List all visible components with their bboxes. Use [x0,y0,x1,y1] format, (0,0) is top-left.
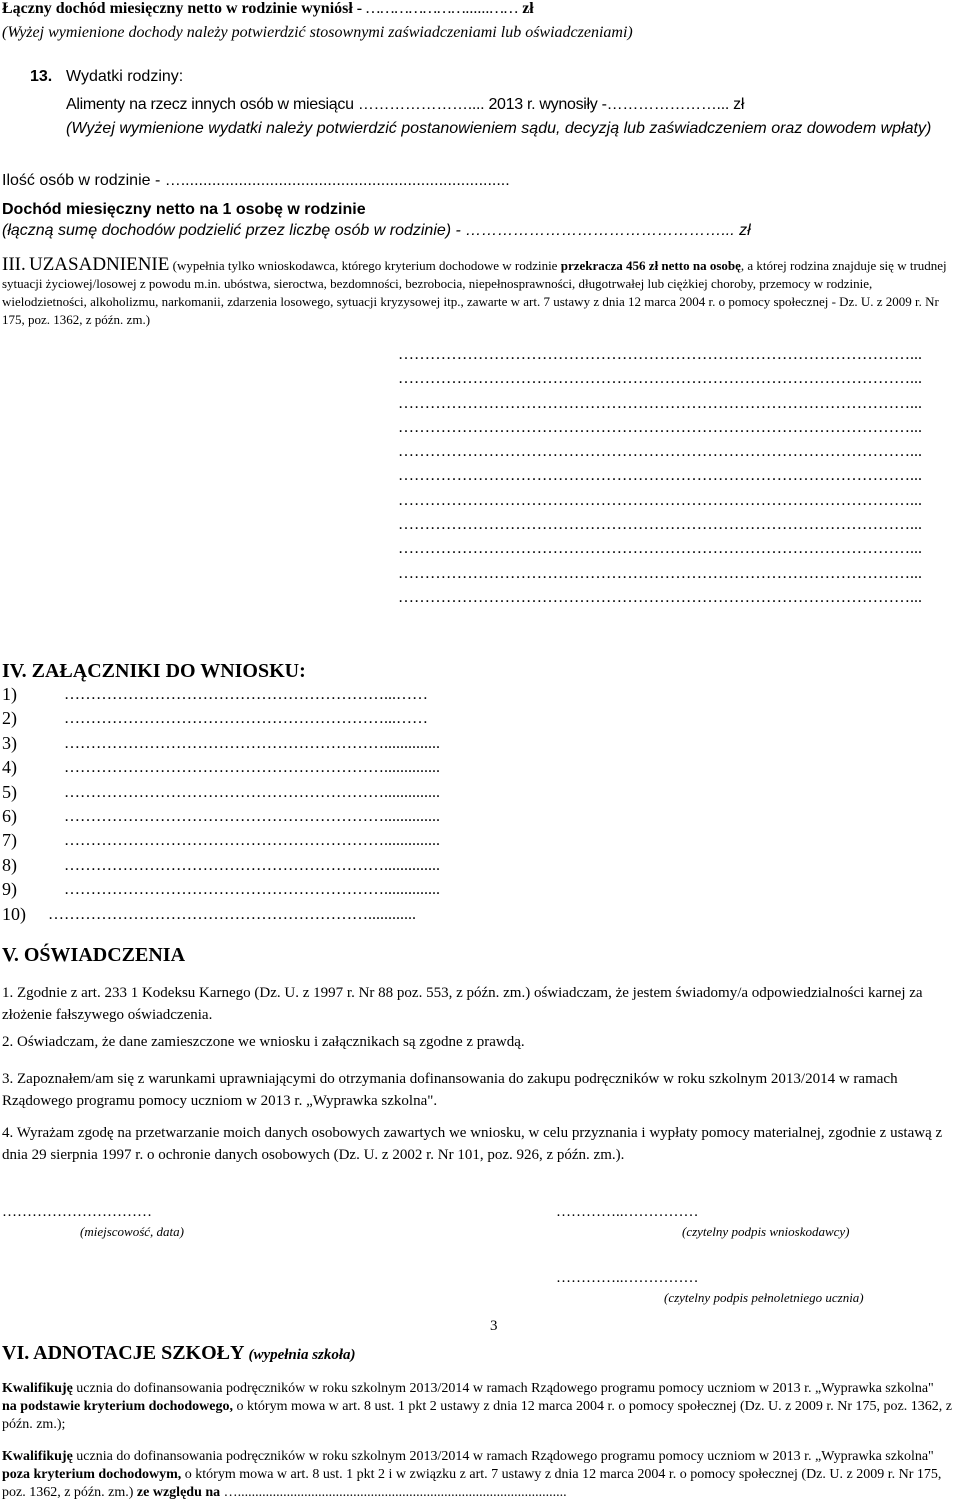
statement-2: 2. Oświadczam, że dane zamieszczone we wniosku i załącznikach są zgodne z prawdą. [2,1034,525,1050]
justification-line[interactable]: ……………………………………………………………………………………... [398,346,922,363]
justification-line[interactable]: ……………………………………………………………………………………... [398,394,922,412]
income-total-label: Łączny dochód miesięczny netto w rodzinie wyniósł - [2,0,367,17]
income-per-person-note: (łączną sumę dochodów podzielić przez liczbę osób w rodzinie) - …………………………………………... zł [2,222,751,239]
justification-line[interactable]: ……………………………………………………………………………………... [398,467,922,485]
expenses-note: (Wyżej wymienione wydatki należy potwierdzić postanowieniem sądu, decyzją lub zaświadczeniem oraz dowodem wpłaty) [66,120,932,137]
statement-4: 4. Wyrażam zgodę na przetwarzanie moich danych osobowych zawartych we wniosku, w celu przyznania i wypłaty pomocy materialnej, zgodnie z ustawą z dnia 29 sierpnia 1997 r. o ochronie danych osobowych (Dz. U. z 2002 r. Nr 101, poz. 926, z późn. zm.). [2,1125,943,1163]
section3-intro-b: , a której rodzina znajduje się w trudnej sytuacji życiowej/losowej z powodu m.in. ubóstwa, sieroctwa, bezdomności, bezrobocia, niepełnosprawności, długotrwałej lub ciężkiej choroby, przemocy w rodzinie, wielodzietności, alkoholizmu, narkomanii, zdarzenia losowego, sytuacji kryzysowej itp., zawarte w art. 7 ustawy z dnia 12 marca 2004 r. o pomocy społecznej - Dz. U. z 2009 r. Nr 175, poz. 1362, z późn. zm.) [2,258,947,327]
expenses-title: Wydatki rodziny: [66,68,184,85]
student-signature-field[interactable]: …………..…………… [556,1270,699,1286]
section3-title: UZASADNIENIE [28,254,170,275]
school-annotation-2: Kwalifikuję uczni​a do dofinansowania podręczników w roku szkolnym 2013/2014 w ramach Rządowego programu pomocy uczniom w 2013 r. „Wyprawka szkolna" poza kryterium dochodowym, o którym mowa w art. 8 ust. 1 pkt 2 i w związku z art. 7 ustawy z dnia 12 marca 2004 r. o pomocy społecznej (Dz. U. z 2009 r. Nr 175, poz. 1362, z późn. zm.) ze względu na ….............................................................................................. [2,1449,942,1500]
justification-line[interactable]: ……………………………………………………………………………………... [398,491,922,509]
section6-title-note: (wypełnia szkoła) [248,1347,356,1363]
attachment-item: 1) ……………………………………………………...…… [2,684,428,704]
page-number: 3 [490,1318,498,1334]
attachment-field[interactable]: ……………………………………………………............ [48,905,416,923]
section4-title: IV. ZAŁĄCZNIKI DO WNIOSKU: [2,660,306,682]
attachment-field[interactable]: ……………………………………………………...…… [64,686,428,703]
attachment-item: 2) ……………………………………………………...…… [2,708,428,729]
expenses-number: 13. [30,68,53,85]
attachment-field[interactable]: ……………………………………………………...…… [64,710,428,728]
income-total-unit: zł [522,0,534,17]
section5-title: V. OŚWIADCZENIA [2,944,186,966]
section3-intro-a: (wypełnia tylko wnioskodawca, którego kryterium dochodowe w rodzinie [172,258,561,273]
attachment-field[interactable]: …………………………………………………….............. [64,856,440,874]
attachment-item: 8) …………………………………………………….............. [2,854,440,875]
justification-line[interactable]: ……………………………………………………………………………………... [398,418,922,436]
income-total-note: (Wyżej wymienione dochody należy potwierdzić stosownymi zaświadczeniami lub oświadczeniami) [2,24,633,41]
attachment-item: 4) …………………………………………………….............. [2,757,440,778]
section3-intro [2,256,958,329]
justification-line[interactable]: ……………………………………………………………………………………... [398,516,922,534]
attachment-field[interactable]: …………………………………………………….............. [64,759,440,777]
justification-line[interactable]: ……………………………………………………………………………………... [398,370,922,388]
section3-intro-bold: przekracza 456 zł netto na osobę [560,258,741,273]
income-per-person-title: Dochód miesięczny netto na 1 osobę w rodzinie [2,201,366,218]
statement-1: 1. Zgodnie z art. 233 1 Kodeksu Karnego (Dz. U. z 1997 r. Nr 88 poz. 553, z późn. zm.) oświadczam, że jestem świadomy/a odpowiedzialności karnej za złożenie fałszywego oświadczenia. [2,985,923,1023]
household-persons-line: Ilość osób w rodzinie - ….......................................................................... [2,172,510,189]
justification-line[interactable]: ……………………………………………………………………………………... [398,540,922,558]
justification-line[interactable]: ……………………………………………………………………………………... [398,443,922,461]
statement-3: 3. Zapoznałem/am się z warunkami uprawniającymi do otrzymania dofinansowania do zakupu podręczników w roku szkolnym 2013/2014 w ramach Rządowego programu pomocy uczniom w 2013 r. „Wyprawka szkolna". [2,1071,898,1109]
applicant-signature-field[interactable]: …………..…………… [556,1204,699,1220]
attachment-item: 3) …………………………………………………….............. [2,732,440,753]
justification-line[interactable]: ……………………………………………………………………………………... [398,564,922,582]
place-date-label: (miejscowość, data) [80,1224,184,1239]
justification-line[interactable]: ……………………………………………………………………………………... [398,588,922,606]
school-annotation-1: Kwalifikuję uczni​a do dofinansowania podręczników w roku szkolnym 2013/2014 w ramach Rządowego programu pomocy uczniom w 2013 r. „Wyprawka szkolna" na podstawie kryterium dochodowego, o którym mowa w art. 8 ust. 1 pkt 2 ustawy z dnia 12 marca 2004 r. o pomocy społecznej (Dz. U. z 2009 r. Nr 175, poz. 1362, z późn. zm.); [2,1381,952,1432]
income-total-line [2,0,534,18]
place-date-field[interactable]: ………………………… [2,1204,152,1220]
section6-title-line [2,1342,356,1365]
attachment-item: 10) ……………………………………………………............ [2,903,416,924]
attachment-item: 9) …………………………………………………….............. [2,879,440,900]
applicant-signature-label: (czytelny podpis wnioskodawcy) [682,1224,850,1239]
alimony-line: Alimenty na rzecz innych osób w miesiącu ………………….... 2013 r. wynosiły -…………………... zł [66,96,745,113]
attachments-list [2,684,932,928]
attachment-field[interactable]: …………………………………………………….............. [64,734,440,752]
attachment-item: 6) …………………………………………………….............. [2,805,440,826]
attachment-item: 7) …………………………………………………….............. [2,830,440,851]
attachment-field[interactable]: …………………………………………………….............. [64,881,440,899]
section6-title: VI. ADNOTACJE SZKOŁY [2,1342,245,1364]
attachment-field[interactable]: …………………………………………………….............. [64,832,440,850]
attachment-item: 5) …………………………………………………….............. [2,781,440,802]
student-signature-label: (czytelny podpis pełnoletniego ucznia) [664,1290,864,1305]
attachment-field[interactable]: …………………………………………………….............. [64,783,440,801]
justification-lines [2,346,922,613]
income-total-fill: …………………......…… [366,0,519,17]
attachment-field[interactable]: …………………………………………………….............. [64,807,440,825]
section3-numeral: III. [2,254,26,275]
